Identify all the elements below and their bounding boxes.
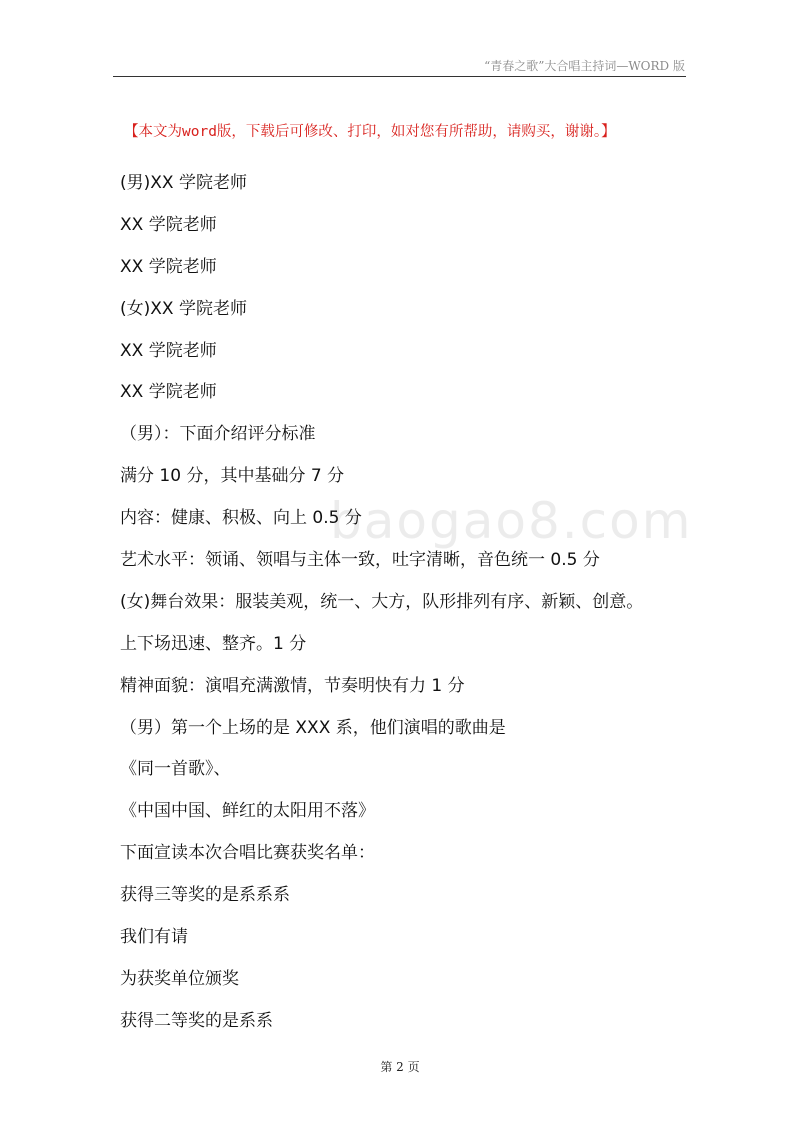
watermark-logo: baogao8.com [330, 492, 693, 550]
text-line: 上下场迅速、整齐。1 分 [120, 633, 307, 654]
body-text [120, 171, 693, 1051]
text-line: 《中国中国、鲜红的太阳用不落》 [120, 801, 375, 822]
text-line: 获得二等奖的是系系 [120, 1010, 273, 1031]
text-line: （男）第一个上场的是 XXX 系，他们演唱的歌曲是 [120, 717, 506, 738]
text-line: 为获奖单位颁奖 [120, 968, 239, 989]
text-line: 《同一首歌》、 [120, 759, 231, 780]
text-line: 我们有请 [120, 927, 188, 948]
header-title: “青春之歌”大合唱主持词—WORD 版 [484, 59, 685, 73]
page-number: 第 2 页 [380, 1060, 420, 1074]
text-line: 下面宣读本次合唱比赛获奖名单： [120, 843, 375, 864]
text-line: 获得三等奖的是系系系 [120, 885, 290, 906]
purchase-notice: 【本文为word版，下载后可修改、打印，如对您有所帮助，请购买，谢谢。】 [124, 124, 616, 140]
text-line: 满分 10 分，其中基础分 7 分 [120, 466, 345, 487]
text-line: （男）：下面介绍评分标准 [120, 424, 316, 445]
text-line: 艺术水平：领诵、领唱与主体一致，吐字清晰，音色统一 0.5 分 [120, 550, 600, 571]
text-line: (女)舞台效果：服装美观，统一、大方，队形排列有序、新颖、创意。 [120, 591, 644, 612]
text-line: XX 学院老师 [120, 382, 217, 403]
text-line: XX 学院老师 [120, 340, 217, 361]
text-line: (女)XX 学院老师 [120, 298, 247, 319]
text-line: 内容：健康、积极、向上 0.5 分 [120, 508, 362, 529]
text-line: 精神面貌：演唱充满激情，节奏明快有力 1 分 [120, 675, 465, 696]
text-line: XX 学院老师 [120, 256, 217, 277]
header-rule [113, 76, 686, 77]
text-line: (男)XX 学院老师 [120, 173, 247, 193]
text-line: XX 学院老师 [120, 214, 217, 235]
